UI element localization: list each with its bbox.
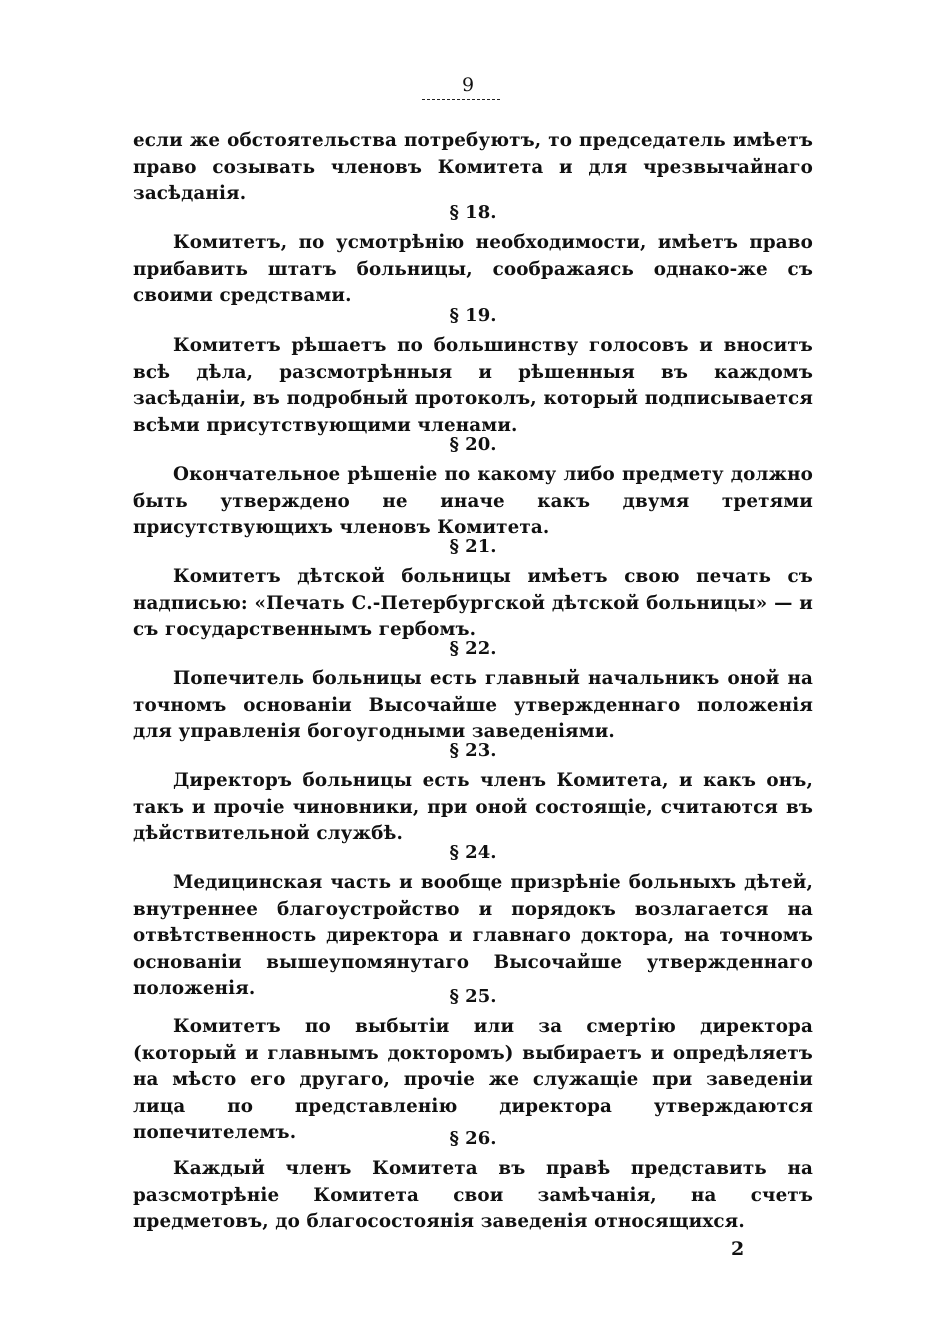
intro-paragraph: если же обстоятельства потребуютъ, то председатель имѣетъ право созывать членовъ Комитета и для чрезвычайнаго засѣданія. [133, 130, 813, 205]
section-20 [133, 434, 813, 542]
section-23 [133, 740, 813, 848]
section-heading: § 26. [449, 1128, 497, 1149]
section-21 [133, 536, 813, 644]
section-19 [133, 305, 813, 439]
header-rule [422, 99, 500, 100]
section-text: Медицинская часть и вообще призрѣніе больныхъ дѣтей, внутреннее благоустройство и порядокъ возлагается на отвѣтственность директора и главнаго доктора, на точномъ основаніи вышеупомянутаго Высочайше утвержденнаго положенія. [133, 872, 813, 1000]
section-heading: § 21. [449, 536, 497, 557]
section-heading: § 19. [449, 305, 497, 326]
section-22 [133, 638, 813, 746]
section-heading: § 24. [449, 842, 497, 863]
section-heading: § 25. [449, 986, 497, 1007]
section-text: Каждый членъ Комитета въ правѣ представить на разсмотрѣніе Комитета свои замѣчанія, на счетъ предметовъ, до благосостоянія заведенія относящихся. [133, 1158, 813, 1233]
section-26 [133, 1128, 813, 1236]
section-heading: § 20. [449, 434, 497, 455]
section-heading: § 22. [449, 638, 497, 659]
section-18 [133, 202, 813, 310]
section-heading: § 18. [449, 202, 497, 223]
section-24 [133, 842, 813, 1003]
section-text: Попечитель больницы есть главный начальникъ оной на точномъ основаніи Высочайше утвержденнаго положенія для управленія богоугодными заведеніями. [133, 668, 813, 743]
signature-mark: 2 [731, 1238, 745, 1260]
section-text: Комитетъ дѣтской больницы имѣетъ свою печать съ надписью: «Печать С.-Петербургской дѣтской больницы» — и съ государственнымъ гербомъ. [133, 566, 813, 641]
section-25 [133, 986, 813, 1147]
section-text: Директоръ больницы есть членъ Комитета, и какъ онъ, такъ и прочіе чиновники, при оной состоящіе, считаются въ дѣйствительной службѣ. [133, 770, 813, 845]
section-text: Комитетъ рѣшаетъ по большинству голосовъ и вноситъ всѣ дѣла, разсмотрѣнныя и рѣшенныя въ каждомъ засѣданіи, въ подробный протоколъ, который подписывается всѣми присутствующими членами. [133, 335, 813, 436]
section-text: Комитетъ по выбытіи или за смертію директора (который и главнымъ докторомъ) выбираетъ и опредѣляетъ на мѣсто его другаго, прочіе же служащіе при заведеніи лица по представленію директора утверждаются попечителемъ. [133, 1016, 813, 1144]
section-text: Комитетъ, по усмотрѣнію необходимости, имѣетъ право прибавить штатъ больницы, соображаясь однако-же съ своими средствами. [133, 232, 813, 307]
section-heading: § 23. [449, 740, 497, 761]
page-number: 9 [461, 74, 475, 96]
section-text: Окончательное рѣшеніе по какому либо предмету должно быть утверждено не иначе какъ двумя третями присутствующихъ членовъ Комитета. [133, 464, 813, 539]
intro-paragraph-block [133, 128, 813, 208]
